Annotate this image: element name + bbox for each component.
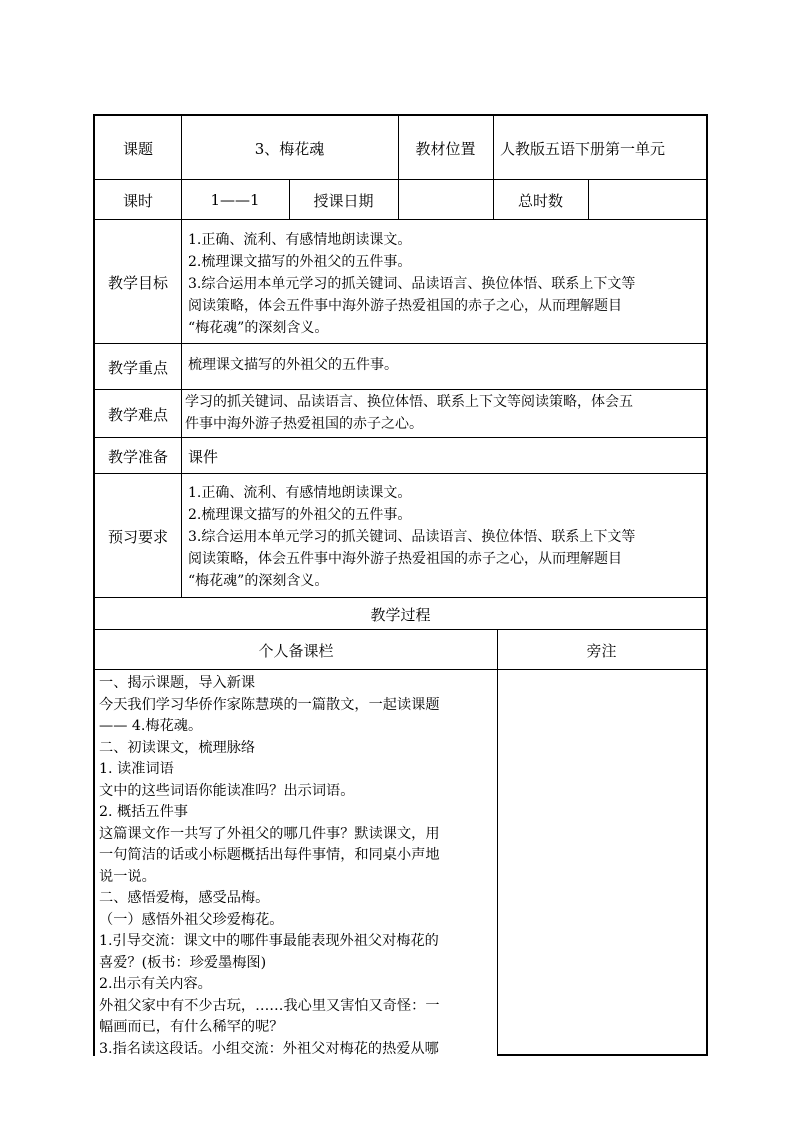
process-line: 一句简洁的话或小标题概括出每件事情，和同桌小声地 — [99, 847, 440, 863]
column-divider — [493, 114, 494, 220]
process-line: 说一说。 — [99, 868, 156, 885]
total-hours-label: 总时数 — [517, 191, 563, 210]
row-divider — [93, 437, 708, 438]
process-line: （一）感悟外祖父珍爱梅花。 — [99, 911, 284, 928]
preview-line: “梅花魂”的深刻含义。 — [188, 573, 329, 589]
lesson-date-value — [398, 180, 493, 220]
process-line: 2. 概括五件事 — [99, 804, 188, 820]
difficulty-line: 学习的抓关键词、品读语言、换位体悟、联系上下文等阅读策略，体会五 — [185, 394, 633, 410]
column-divider — [497, 629, 498, 1056]
goal-line: 3.综合运用本单元学习的抓关键词、品读语言、换位体悟、联系上下文等 — [188, 276, 636, 292]
process-line: 二、初读课文，梳理脉络 — [99, 739, 256, 756]
teaching-goals-text — [181, 229, 706, 341]
side-notes-content — [497, 670, 706, 1054]
teaching-goals-label: 教学目标 — [107, 273, 168, 292]
row-divider — [93, 473, 708, 474]
teaching-difficulty-label: 教学难点 — [107, 405, 168, 424]
notes-bottom-border — [497, 1054, 708, 1056]
process-line: 2.出示有关内容。 — [99, 976, 212, 992]
process-line: 1. 读准词语 — [99, 761, 174, 777]
goal-line: “梅花魂”的深刻含义。 — [188, 320, 329, 336]
preview-line: 1.正确、流利、有感情地朗读课文。 — [188, 485, 412, 501]
preview-requirements-label: 预习要求 — [107, 527, 168, 546]
process-content — [95, 673, 497, 1057]
row-divider — [93, 597, 708, 598]
preview-line: 阅读策略，体会五件事中海外游子热爱祖国的赤子之心，从而理解题目 — [188, 551, 622, 567]
process-line: 外祖父家中有不少古玩，……我心里又害怕又奇怪：一 — [99, 997, 440, 1014]
process-line: 二、感悟爱梅，感受品梅。 — [99, 890, 270, 906]
process-line: 一、揭示课题，导入新课 — [99, 675, 256, 691]
row-divider — [93, 629, 708, 630]
preview-requirements-text — [181, 482, 706, 594]
preview-line: 2.梳理课文描写的外祖父的五件事。 — [188, 507, 412, 523]
goal-line: 2.梳理课文描写的外祖父的五件事。 — [188, 254, 412, 270]
row-divider — [93, 219, 708, 220]
teaching-process-title: 教学过程 — [370, 605, 431, 624]
period-value: 1——1 — [210, 191, 260, 209]
process-line: 1.引导交流：课文中的哪件事最能表现外祖父对梅花的 — [99, 933, 439, 949]
process-line: 喜爱？(板书：珍爱墨梅图) — [99, 954, 267, 971]
total-hours-value — [588, 180, 706, 220]
process-line: 这篇课文作一共写了外祖父的哪几件事？默读课文，用 — [99, 825, 440, 842]
teaching-prep-label: 教学准备 — [107, 447, 168, 466]
row-divider — [93, 343, 708, 344]
topic-label: 课题 — [122, 139, 153, 158]
column-divider — [181, 114, 182, 598]
textbook-position-label: 教材位置 — [415, 139, 476, 158]
column-divider — [398, 114, 399, 220]
table-border-top — [93, 114, 708, 116]
preview-line: 3.综合运用本单元学习的抓关键词、品读语言、换位体悟、联系上下文等 — [188, 529, 636, 545]
row-divider — [93, 389, 708, 390]
teaching-prep-value: 课件 — [188, 447, 219, 466]
process-line: 今天我们学习华侨作家陈慧瑛的一篇散文，一起读课题 — [99, 696, 440, 713]
process-line: 3.指名读这段话。小组交流：外祖父对梅花的热爱从哪 — [99, 1040, 439, 1057]
period-label: 课时 — [122, 191, 153, 210]
teaching-focus-text — [181, 354, 706, 384]
personal-prep-column-header: 个人备课栏 — [258, 641, 334, 660]
process-line: —— 4.梅花魂。 — [99, 718, 203, 734]
column-divider — [289, 179, 290, 220]
table-border-left — [93, 114, 95, 1056]
process-line: 文中的这些词语你能读准吗？出示词语。 — [99, 782, 355, 799]
focus-line: 梳理课文描写的外祖父的五件事。 — [188, 357, 398, 373]
lesson-date-label: 授课日期 — [313, 191, 374, 210]
teaching-focus-label: 教学重点 — [107, 358, 168, 377]
teaching-difficulty-text — [181, 391, 706, 437]
textbook-position-value: 人教版五语下册第一单元 — [500, 139, 666, 158]
row-divider — [93, 669, 708, 670]
goal-line: 阅读策略，体会五件事中海外游子热爱祖国的赤子之心，从而理解题目 — [188, 298, 622, 314]
column-divider — [588, 179, 589, 220]
row-divider — [93, 179, 708, 180]
table-border-right — [706, 114, 708, 1056]
side-notes-column-header: 旁注 — [586, 641, 617, 660]
process-line: 幅画而已，有什么稀罕的呢？ — [99, 1019, 284, 1035]
difficulty-line: 件事中海外游子热爱祖国的赤子之心。 — [185, 416, 423, 432]
topic-value: 3、梅花魂 — [254, 139, 325, 158]
goal-line: 1.正确、流利、有感情地朗读课文。 — [188, 232, 412, 248]
